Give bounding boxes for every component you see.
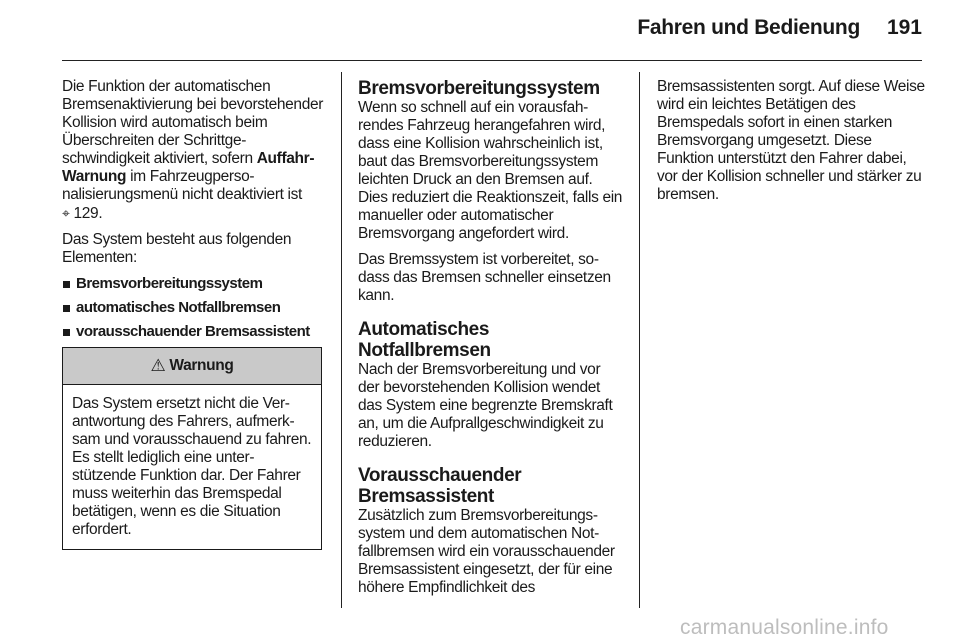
warning-triangle-icon: ⚠: [150, 356, 166, 375]
column-1: [62, 78, 324, 550]
warning-text: Das System ersetzt nicht die Verantwortung des Fahrers, aufmerksam und vorausschauend zu fahren. Es stellt lediglich eine unterstützende Funktion dar. Der Fahrer muss weiterhin das Bremspedal betätigen, wenn es die Situation erfordert.: [72, 395, 312, 538]
arrow-ref-icon[interactable]: ⌖: [62, 205, 70, 221]
warning-header: [63, 348, 321, 385]
column-divider-left: [341, 72, 342, 608]
bullet-square-icon: [63, 305, 70, 312]
bullet-square-icon: [63, 281, 70, 288]
section-heading: Bremsvorbereitungssystem: [358, 78, 600, 99]
list-item: Bremsvorbereitungssystem: [62, 275, 324, 293]
section-heading: Vorausschauender Bremsassistent: [358, 465, 522, 507]
column-divider-right: [639, 72, 640, 608]
section-heading: Automatisches Notfallbremsen: [358, 319, 491, 361]
body-paragraph: Bremsassistenten sorgt. Auf diese Weise wird ein leichtes Betätigen des Bremspedals sofort in einen starken Bremsvorgang umgesetzt. Diese Funktion unterstützt den Fahrer dabei, vor der Kollision schneller und stärker zu bremsen.: [657, 78, 925, 203]
column-3: [657, 78, 925, 212]
elements-paragraph: Das System besteht aus folgenden Elementen:: [62, 231, 292, 266]
page-reference[interactable]: 129.: [73, 205, 103, 222]
body-paragraph: Nach der Bremsvorbereitung und vor der bevorstehenden Kollision wendet das System eine begrenzte Bremskraft an, um die Aufprallgeschwindigkeit zu reduzieren.: [358, 361, 613, 450]
page-number: 191: [886, 16, 922, 39]
element-list: [62, 275, 324, 341]
list-item: vorausschauender Bremsassistent: [62, 323, 324, 341]
warning-title: Warnung: [169, 357, 234, 374]
warning-box: [62, 347, 322, 550]
list-item: automatisches Notfallbremsen: [62, 299, 324, 317]
intro-paragraph: Die Funktion der automatischen Bremsenaktivierung bei bevorstehender Kollision wird automatisch beim Überschreiten der Schrittgeschwindigkeit aktiviert, sofern Auffahr-Warnung im Fahrzeugpersonalisierungsmenü nicht deaktiviert ist ⌖ 129.: [62, 78, 324, 222]
auffahr-warnung-term: Auffahr-Warnung: [62, 150, 315, 185]
header-divider: [62, 60, 922, 61]
body-paragraph: Zusätzlich zum Bremsvorbereitungssystem und dem automatischen Notfallbremsen wird ein vorausschauender Bremsassistent eingesetzt, der für eine höhere Empfindlichkeit des: [358, 507, 615, 596]
page-title: Fahren und Bedienung: [637, 16, 860, 39]
bullet-square-icon: [63, 329, 70, 336]
body-paragraph: Das Bremssystem ist vorbereitet, sodass das Bremsen schneller einsetzen kann.: [358, 251, 611, 304]
footer-watermark: carmanualsonline.info: [680, 616, 889, 639]
column-2: [358, 78, 624, 605]
body-paragraph: Wenn so schnell auf ein vorausfahrendes Fahrzeug herangefahren wird, dass eine Kollision wahrscheinlich ist, baut das Bremsvorbereitungssystem leichten Druck an den Bremsen auf. Dies reduziert die Reaktionszeit, falls ein manueller oder automatischer Bremsvorgang angefordert wird.: [358, 99, 623, 242]
